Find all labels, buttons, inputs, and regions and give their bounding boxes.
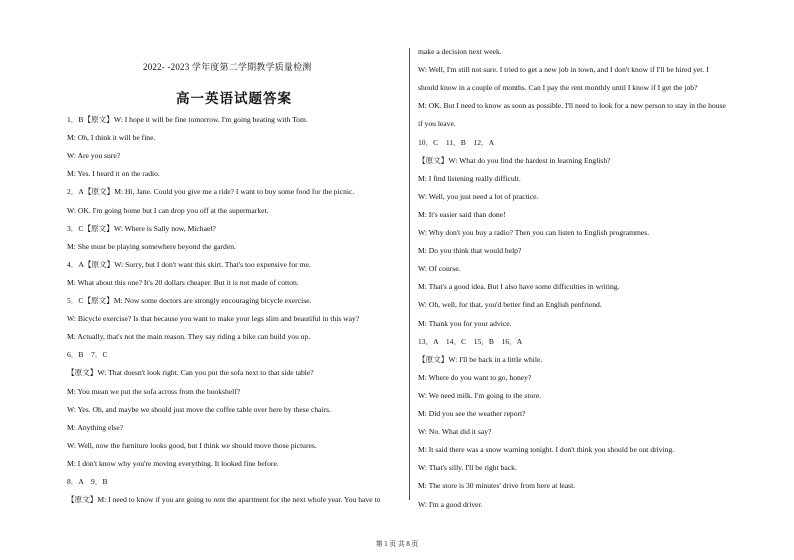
text-line: W: Well, now the furniture looks good, but I think we should move those pictures.	[67, 440, 317, 450]
text-line: W: Of course.	[418, 264, 461, 274]
page-title: 高一英语试题答案	[176, 91, 292, 107]
text-line: M: Yes. I heard it on the radio.	[67, 169, 160, 179]
text-line: M: Oh, I think it will be fine.	[67, 133, 156, 143]
text-line: 6．B 7．C	[67, 350, 108, 360]
text-line: M: The store is 30 minutes' drive from here at least.	[418, 481, 576, 491]
text-line: 4．A【原文】W: Sorry, but I don't want this skirt. That's too expensive for me.	[67, 259, 311, 269]
text-line: 8．A 9．B	[67, 477, 108, 486]
text-line: W: Oh, well, for that, you'd better find an English penfriend.	[418, 300, 602, 310]
text-line: W: Are you sure?	[67, 151, 121, 161]
text-line: M: That's a good idea. But I also have some difficulties in writing.	[418, 282, 620, 292]
column-divider	[409, 48, 410, 500]
text-line: if you leave.	[418, 119, 456, 129]
text-line: make a decision next week.	[418, 47, 502, 56]
text-line: M: I find listening really difficult.	[418, 173, 521, 183]
text-line: 【原文】M: I need to know if you are going to rent the apartment for the next whole year. You have to	[67, 495, 381, 505]
text-line: M: She must be playing somewhere beyond the garden.	[67, 241, 236, 251]
text-line: M: Thank you for your advice.	[418, 318, 512, 328]
text-line: M: Anything else?	[67, 422, 124, 432]
text-line: 1．B【原文】W: I hope it will be fine tomorrow. I'm going beating with Tom.	[67, 115, 308, 124]
text-line: W: OK. I'm going home but I can drop you off at the supermarket.	[67, 205, 269, 215]
text-line: M: Do you think that would help?	[418, 246, 522, 256]
text-line: M: You mean we put the sofa across from the bookshelf?	[67, 386, 241, 396]
text-line: 【原文】W: What do you find the hardest in learning English?	[418, 155, 611, 165]
text-line: should know in a couple of months. Can I pay the rent monthly until I know if I get the job?	[418, 83, 698, 93]
text-line: M: It said there was a snow warning tonight. I don't think you should be out driving.	[418, 445, 675, 455]
text-line: W: Well, I'm still not sure. I tried to get a new job in town, and I don't know if I'll be hired yet. I	[418, 65, 709, 75]
text-line: 【原文】W: I'll be back in a little while.	[418, 354, 543, 364]
page-footer: 第 1 页 共 8 页	[375, 541, 419, 548]
text-line: 【原文】W: That doesn't look right. Can you put the sofa next to that side table?	[67, 368, 314, 378]
text-line: W: Yes. Oh, and maybe we should just move the coffee table over here by these chairs.	[67, 404, 332, 414]
text-line: 2．A【原文】M: Hi, Jane. Could you give me a ride? I want to buy some food for the picnic.	[67, 187, 355, 197]
text-line: W: We need milk. I'm going to the store.	[418, 390, 542, 400]
text-line: W: Well, you just need a lot of practice.	[418, 191, 539, 201]
text-line: W: That's silly. I'll be right back.	[418, 463, 517, 473]
text-line: M: It's easier said than done!	[418, 209, 506, 219]
text-line: M: What about this one? It's 20 dollars cheaper. But it is not made of cotton.	[67, 277, 299, 287]
text-line: W: I'm a good driver.	[418, 499, 483, 509]
text-line: M: Actually, that's not the main reason. They say riding a bike can build you up.	[67, 332, 311, 342]
text-line: W: No. What did it say?	[418, 427, 492, 437]
text-line: M: OK. But I need to know as soon as possible. I'll need to look for a new person to stay in the house	[418, 101, 726, 111]
text-line: W: Bicycle exercise? Is that because you want to make your legs slim and beautiful in this way?	[67, 314, 360, 324]
text-line: M: Where do you want to go, honey?	[418, 372, 532, 382]
exam-heading: 2022- -2023 学年度第二学期教学质量检测	[143, 62, 312, 72]
text-line: 10．C 11．B 12．A	[418, 137, 495, 147]
text-line: 3．C【原文】W: Where is Sally now, Michael?	[67, 223, 216, 233]
text-line: 13．A 14．C 15．B 16．A	[418, 336, 523, 346]
text-line: M: Did you see the weather report?	[418, 409, 526, 418]
text-line: M: I don't know why you're moving everything. It looked fine before.	[67, 458, 279, 468]
text-line: W: Why don't you buy a radio? Then you can listen to English programmes.	[418, 228, 650, 237]
text-line: 5．C【原文】M: Now some doctors are strongly encouraging bicycle exercise.	[67, 296, 312, 305]
